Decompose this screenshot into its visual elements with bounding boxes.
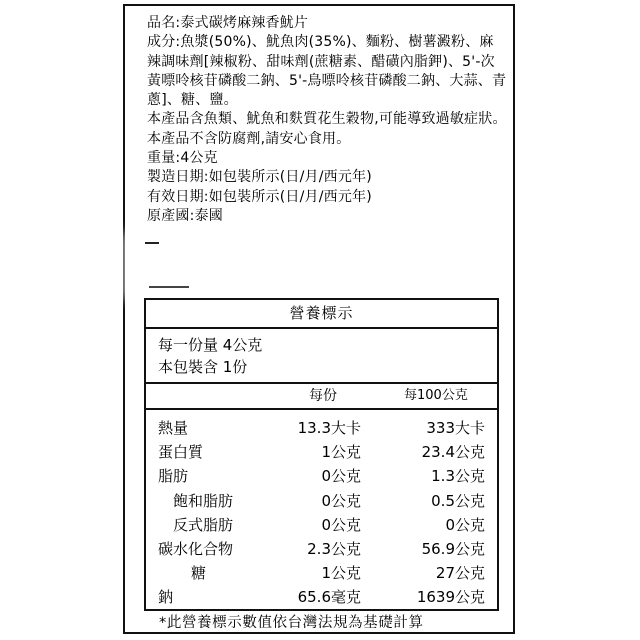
nutrient-name: 鈉 — [158, 588, 174, 607]
servings-per-pack: 本包裝含 1份 — [158, 358, 248, 376]
nutrient-name: 蛋白質 — [158, 443, 204, 462]
serving-size: 每一份量 4公克 — [158, 336, 263, 354]
nutrition-facts-table — [144, 298, 499, 611]
column-header — [146, 384, 497, 410]
per-100g-value: 1.3公克 — [431, 467, 485, 486]
table-row — [146, 561, 497, 585]
nutrient-name: 飽和脂肪 — [173, 491, 234, 510]
weight-label: 重量: — [147, 150, 181, 167]
allergen-warning: 本產品含魚類、魷魚和麩質花生穀物,可能導致過敏症狀。本產品不含防腐劑,請安心食用。 — [147, 111, 507, 147]
redacted-smudge — [125, 232, 455, 300]
per-100g-value: 0公克 — [445, 515, 485, 534]
nutrient-name: 糖 — [191, 564, 207, 583]
origin-line — [147, 207, 507, 226]
per-serving-value: 0公克 — [321, 467, 361, 486]
weight-value: 4公克 — [180, 150, 218, 167]
smudge-remnant — [145, 242, 159, 244]
per-100g-value: 0.5公克 — [431, 491, 485, 510]
table-row — [146, 537, 497, 561]
manufacture-date-value: 如包裝所示(日/月/西元年) — [208, 169, 372, 186]
product-info — [147, 14, 507, 226]
table-row — [146, 464, 497, 488]
nutrition-footnote: *此營養標示數值依台灣法規為基礎計算 — [159, 615, 424, 631]
nutrient-name: 脂肪 — [158, 467, 189, 486]
expiry-date-label: 有效日期: — [147, 188, 209, 205]
ingredients-text: 魚漿(50%)、魷魚肉(35%)、麵粉、樹薯澱粉、麻辣調味劑[辣椒粉、甜味劑(蔗糖素、醋磺內脂鉀)、5'-次黃嘌呤核苷磷酸二鈉、5'-鳥嘌呤核苷磷酸二鈉、大蒜、青蔥]、糖、鹽。 — [147, 34, 507, 109]
per-serving-header: 每份 — [309, 388, 337, 404]
table-row — [146, 416, 497, 440]
expiry-date-value: 如包裝所示(日/月/西元年) — [208, 188, 372, 205]
expiry-date-line — [147, 188, 507, 207]
table-row — [146, 585, 497, 609]
weight-line — [147, 149, 507, 168]
serving-info — [146, 329, 497, 384]
per-serving-value: 0公克 — [321, 515, 361, 534]
per-100g-header: 每100公克 — [404, 388, 468, 403]
per-serving-value: 2.3公克 — [307, 539, 361, 558]
manufacture-date-label: 製造日期: — [147, 169, 209, 186]
per-serving-value: 1公克 — [321, 564, 361, 583]
ingredients-block — [147, 33, 507, 110]
product-label-card — [123, 4, 515, 634]
per-serving-value: 13.3大卡 — [297, 419, 361, 437]
per-100g-value: 27公克 — [435, 564, 485, 583]
per-serving-value: 0公克 — [321, 491, 361, 510]
product-name-label: 品名: — [147, 15, 181, 31]
table-row — [146, 513, 497, 537]
per-100g-value: 56.9公克 — [421, 539, 485, 558]
product-name: 泰式碳烤麻辣香魷片 — [180, 15, 309, 31]
per-100g-value: 23.4公克 — [421, 443, 485, 462]
nutrient-name: 反式脂肪 — [173, 515, 234, 534]
smudge-remnant — [149, 286, 189, 288]
origin-value: 泰國 — [194, 207, 223, 224]
per-serving-value: 65.6毫克 — [297, 588, 361, 607]
per-serving-value: 1公克 — [321, 443, 361, 462]
ingredients-label: 成分: — [147, 34, 181, 51]
nutrient-rows — [146, 410, 497, 610]
table-row — [146, 440, 497, 464]
table-row — [146, 489, 497, 513]
nutrition-title: 營養標示 — [146, 300, 497, 329]
nutrient-name: 碳水化合物 — [158, 539, 234, 558]
per-100g-value: 333大卡 — [426, 419, 485, 437]
product-name-line — [147, 14, 507, 33]
per-100g-value: 1639公克 — [416, 588, 485, 607]
manufacture-date-line — [147, 168, 507, 187]
origin-label: 原產國: — [147, 207, 195, 224]
nutrient-name: 熱量 — [158, 419, 189, 437]
